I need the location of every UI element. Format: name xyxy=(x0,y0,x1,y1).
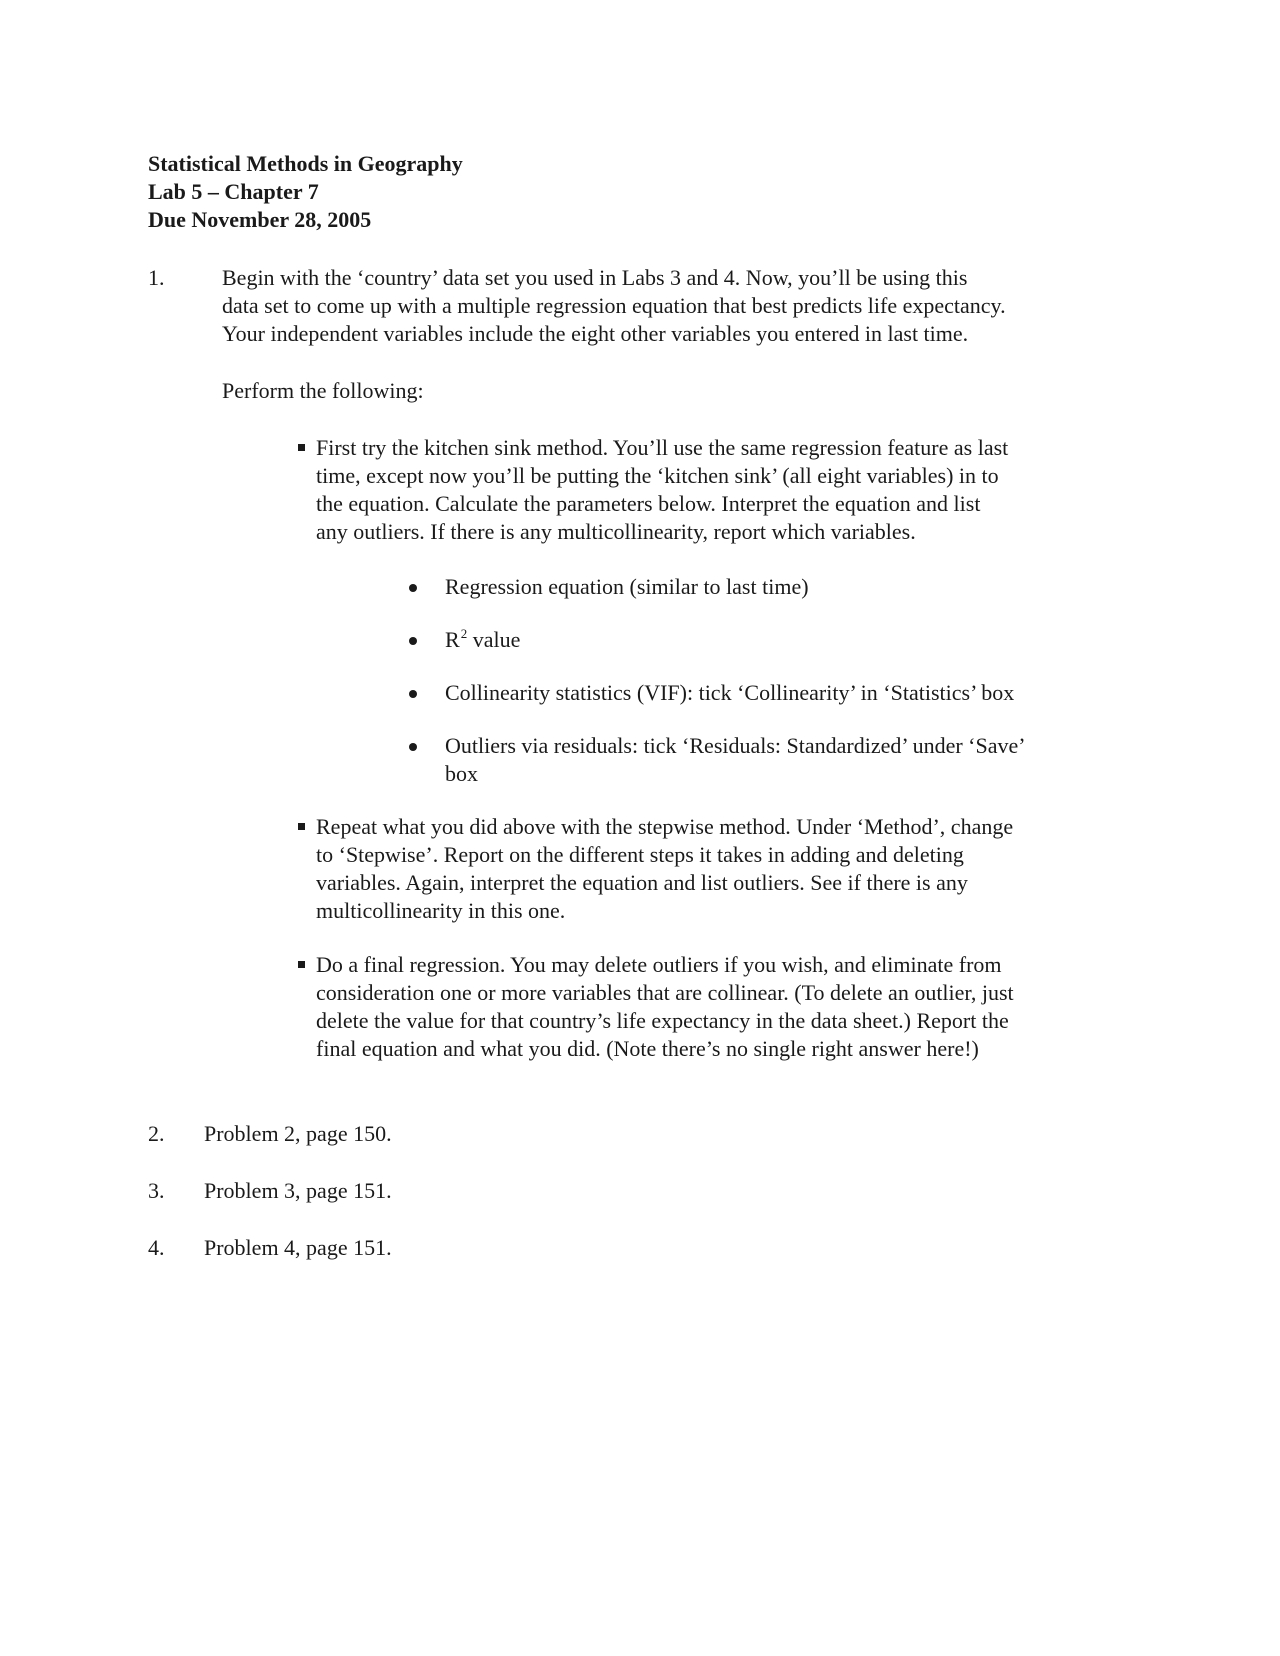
due-date: Due November 28, 2005 xyxy=(148,207,372,232)
question-1-intro-line: Your independent variables include the eight other variables you entered in last time. xyxy=(222,321,969,346)
problem-4-number: 4. xyxy=(148,1235,165,1260)
round-bullet-icon xyxy=(409,584,417,592)
sub-item-r-squared xyxy=(445,626,520,654)
r-squared-base: R xyxy=(445,627,460,652)
bullet-1-line: the equation. Calculate the parameters below. Interpret the equation and list xyxy=(316,491,981,516)
round-bullet-icon xyxy=(409,690,417,698)
sub-item-collinearity: Collinearity statistics (VIF): tick ‘Collinearity’ in ‘Statistics’ box xyxy=(445,680,1015,705)
problem-3-text: Problem 3, page 151. xyxy=(204,1178,392,1203)
course-title: Statistical Methods in Geography xyxy=(148,151,463,176)
bullet-3-line: delete the value for that country’s life expectancy in the data sheet.) Report the xyxy=(316,1008,1009,1033)
r-squared-rest: value xyxy=(467,627,521,652)
sub-item-regression-equation: Regression equation (similar to last time) xyxy=(445,574,809,599)
lab-title: Lab 5 – Chapter 7 xyxy=(148,179,319,204)
bullet-2-line: Repeat what you did above with the stepwise method. Under ‘Method’, change xyxy=(316,814,1014,839)
r-squared-superscript: 2 xyxy=(460,626,468,641)
round-bullet-icon xyxy=(409,743,417,751)
question-1-number: 1. xyxy=(148,265,165,290)
round-bullet-icon xyxy=(409,637,417,645)
perform-following: Perform the following: xyxy=(222,378,424,403)
sub-item-outliers-cont: box xyxy=(445,761,478,786)
bullet-3-line: final equation and what you did. (Note there’s no single right answer here!) xyxy=(316,1036,979,1061)
bullet-2-line: variables. Again, interpret the equation and list outliers. See if there is any xyxy=(316,870,968,895)
question-1-intro-line: Begin with the ‘country’ data set you used in Labs 3 and 4. Now, you’ll be using this xyxy=(222,265,968,290)
bullet-1-line: any outliers. If there is any multicollinearity, report which variables. xyxy=(316,519,916,544)
bullet-3-line: Do a final regression. You may delete outliers if you wish, and eliminate from xyxy=(316,952,1002,977)
square-bullet-icon xyxy=(298,444,305,451)
bullet-2-line: multicollinearity in this one. xyxy=(316,898,566,923)
problem-2-text: Problem 2, page 150. xyxy=(204,1121,392,1146)
square-bullet-icon xyxy=(298,961,305,968)
sub-item-outliers: Outliers via residuals: tick ‘Residuals: Standardized’ under ‘Save’ xyxy=(445,733,1026,758)
problem-4-text: Problem 4, page 151. xyxy=(204,1235,392,1260)
problem-2-number: 2. xyxy=(148,1121,165,1146)
bullet-2-line: to ‘Stepwise’. Report on the different steps it takes in adding and deleting xyxy=(316,842,964,867)
question-1-intro-line: data set to come up with a multiple regression equation that best predicts life expectancy. xyxy=(222,293,1006,318)
square-bullet-icon xyxy=(298,823,305,830)
bullet-3-line: consideration one or more variables that are collinear. (To delete an outlier, just xyxy=(316,980,1014,1005)
problem-3-number: 3. xyxy=(148,1178,165,1203)
bullet-1-line: First try the kitchen sink method. You’ll use the same regression feature as last xyxy=(316,435,1009,460)
bullet-1-line: time, except now you’ll be putting the ‘kitchen sink’ (all eight variables) in to xyxy=(316,463,999,488)
